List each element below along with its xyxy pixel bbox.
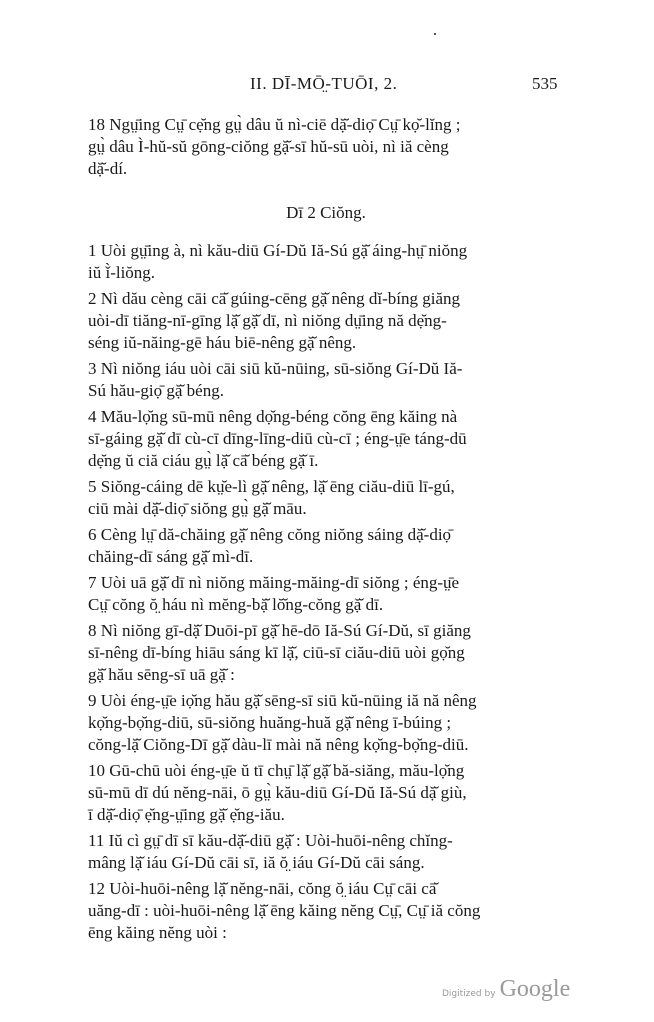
verse-line: 10 Gū-chū uòi éng-ṳ̄e ŭ tī chṳ̄ lặ̆ gặ̆ bă-siăng, mău-lọ̆ng: [88, 761, 465, 780]
verse-line: 9 Uòi éng-ṳ̄e iọ̆ng hău gặ̆ sēng-sī siū kŭ-nūing iă nă nêng: [88, 691, 477, 710]
verse-6: [88, 524, 564, 568]
google-logo: Google: [499, 976, 571, 1002]
verse-7: [88, 572, 564, 616]
verse-1: [88, 240, 564, 284]
page-header: [0, 74, 654, 98]
digitization-stamp: [442, 976, 570, 1003]
verse-10: [88, 760, 564, 826]
verse-line: Sú hău-giọ̄ gặ̆ béng.: [88, 381, 224, 400]
verse-line: 5 Siŏng-cáing dē kṳ̆e-lì gặ̆ nêng, lặ̆ ēng ciău-diū lī-gú,: [88, 477, 455, 496]
verse-line: 6 Cèng lṳ̄ dă-chăing gặ̆ nêng cŏng niŏng sáing dặ̆-diọ̄: [88, 525, 452, 544]
page-number: 535: [532, 74, 558, 93]
verse-line: 7 Uòi uā gặ̆ dī nì niŏng măing-măing-dī siŏng ; éng-ṳ̄e: [88, 573, 460, 592]
verse-line: 4 Mău-lọ̆ng sū-mū nêng dọ̆ng-béng cŏng ēng kăing nà: [88, 407, 458, 426]
verse-line: sī-gáing gặ̆ dī cù-cī dīng-līng-diū cù-cī ; éng-ṳ̄e táng-dū: [88, 429, 467, 448]
verse-5: [88, 476, 564, 520]
verse-line: kọ̆ng-bọ̆ng-diū, sū-siŏng huăng-huă gặ̆ nêng ī-búing ;: [88, 713, 452, 732]
verse-line: sī-nêng dī-bíng hiāu sáng kī lặ̆, ciū-sī ciău-diū uòi gọ̆ng: [88, 643, 465, 662]
verse-line: cŏng-lặ̆ Ciŏng-Dī gặ̆ dàu-lī mài nă nêng kọ̆ng-bọ̆ng-diū.: [88, 735, 469, 754]
stamp-caption: Digitized by: [442, 989, 496, 999]
verse-line: 18 Ngṳ̄ing Cṳ̄ cẹ̆ng gṳ̀ dâu ŭ nì-ciē dặ̆-diọ̄ Cṳ̄ kọ̆-lĭng ;: [88, 115, 461, 134]
verse-line: 12 Uòi-huōi-nêng lặ̆ nĕng-nāi, cŏng ŏ̤ iáu Cṳ̄ cāi cā̆: [88, 879, 437, 898]
verse-9: [88, 690, 564, 756]
verse-line: dặ̆-dí.: [88, 159, 128, 178]
verse-3: [88, 358, 564, 402]
verse-line: uòi-dī tiăng-nī-gīng lặ̆ gặ̆ dī, nì niŏng dṳ̄ing nă dẹ̆ng-: [88, 311, 447, 330]
verse-line: séng iŭ-năing-gē háu biē-nêng gặ̆ nêng.: [88, 333, 357, 352]
verse-12: [88, 878, 564, 944]
verse-line: uăng-dī : uòi-huōi-nêng lặ̆ ēng kăing nĕng Cṳ̄, Cṳ̄ iă cŏng: [88, 901, 481, 920]
verse-line: ciū mài dặ̆-diọ̄ siŏng gṳ̀ gặ̆ māu.: [88, 499, 307, 518]
verse-line: 2 Nì dău cèng cāi cā̆ gúing-cēng gặ̆ nêng dĭ-bíng giăng: [88, 289, 460, 308]
verse-line: gṳ̀ dâu Ì-hŭ-sŭ gōng-ciŏng gặ̆-sī hŭ-sū uòi, nì iă cèng: [88, 137, 449, 156]
verse-line: iŭ ǐ̀-liŏng.: [88, 263, 156, 282]
verse-line: 8 Nì niŏng gī-dặ̆ Duōi-pī gặ̆ hē-dō Iă-Sú Gí-Dŭ, sī giăng: [88, 621, 471, 640]
scan-speck: [434, 33, 436, 35]
verse-2: [88, 288, 564, 354]
verse-line: 11 Iŭ cì gṳ̄ dī sī kău-dặ̆-diū gặ̆ : Uòi-huōi-nêng chĭng-: [88, 831, 453, 850]
verse-11: [88, 830, 564, 874]
verse-line: chăing-dī sáng gặ̆ mì-dī.: [88, 547, 254, 566]
verse-line: ēng kăing nĕng uòi :: [88, 923, 227, 942]
verse-8: [88, 620, 564, 686]
verse-line: sū-mū dī dú nĕng-nāi, ō gṳ̀ kău-diū Gí-Dŭ Iă-Sú dặ̆ giù,: [88, 783, 467, 802]
verse-line: gặ̆ hău sēng-sī uā gặ̆ :: [88, 665, 235, 684]
chapter-heading: Dī 2 Ciŏng.: [286, 203, 366, 222]
verse-4: [88, 406, 564, 472]
body-text: [88, 114, 564, 948]
verse-line: Cṳ̄ cŏng ŏ̤ háu nì mĕng-bặ̆ lŏ̆ng-cŏng gặ̆ dī.: [88, 595, 384, 614]
verse-18: [88, 114, 564, 180]
verse-line: ī dặ̆-diọ̄ ẹ̆ng-ṳ̄ing gặ̆ ẹ̆ng-iău.: [88, 805, 285, 824]
verse-line: dẹ̆ng ŭ ciă ciáu gṳ̀ lặ̆ cā̆ béng gặ̆ ī.: [88, 451, 319, 470]
verse-line: 1 Uòi gṳ̄ing à, nì kău-diū Gí-Dŭ Iă-Sú gặ̆ áing-hṳ̄ niŏng: [88, 241, 468, 260]
verse-line: mâng lặ̆ iáu Gí-Dŭ cāi sī, iă ŏ̤ iáu Gí-Dŭ cāi sáng.: [88, 853, 425, 872]
verse-line: 3 Nì niŏng iáu uòi cāi siū kŭ-nūing, sū-siŏng Gí-Dŭ Iă-: [88, 359, 463, 378]
running-head: II. DĪ-MŌ̤-TUŌI, 2.: [250, 74, 398, 93]
